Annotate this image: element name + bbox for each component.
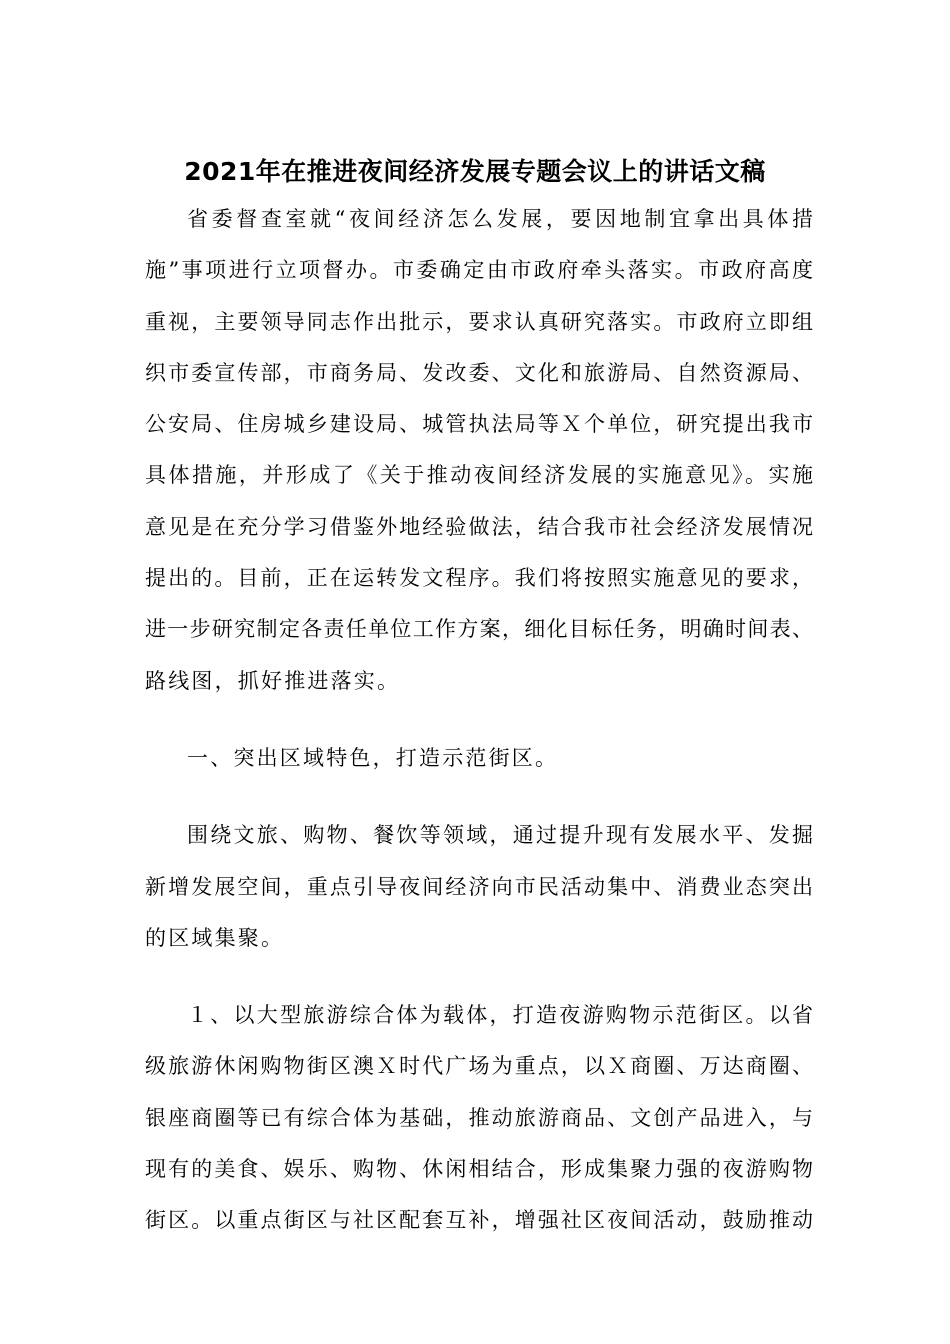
text-line: 提出的。目前，正在运转发文程序。我们将按照实施意见的要求， [145,566,813,591]
document-title: 2021年在推进夜间经济发展专题会议上的讲话文稿 [184,157,766,186]
paragraph-gap [145,964,813,990]
text-line: 进一步研究制定各责任单位工作方案，细化目标任务，明确时间表、 [145,617,813,642]
text-line: 的区域集聚。 [145,925,285,950]
paragraph-item-1 [145,990,813,1246]
paragraph-section-intro [145,810,813,964]
text-line: 织市委宣传部，市商务局、发改委、文化和旅游局、自然资源局、 [145,360,813,385]
paragraph-gap [145,784,813,810]
text-line: 银座商圈等已有综合体为基础，推动旅游商品、文创产品进入，与 [145,1105,813,1130]
document-body [145,194,813,1247]
heading-line: 一、突出区域特色，打造示范街区。 [187,745,559,770]
text-line: 街区。以重点街区与社区配套互补，增强社区夜间活动，鼓励推动 [145,1208,813,1233]
text-line: 级旅游休闲购物街区澳Ｘ时代广场为重点，以Ｘ商圈、万达商圈、 [145,1054,813,1079]
text-line: 公安局、住房城乡建设局、城管执法局等Ｘ个单位，研究提出我市 [145,412,813,437]
text-line: 意见是在充分学习借鉴外地经验做法，结合我市社会经济发展情况 [145,514,813,539]
text-line: 省委督查室就“夜间经济怎么发展，要因地制宜拿出具体措 [187,207,813,231]
section-heading [145,733,813,784]
paragraph-intro [145,194,813,707]
text-line: 新增发展空间，重点引导夜间经济向市民活动集中、消费业态突出 [145,874,813,899]
text-line: 施”事项进行立项督办。市委确定由市政府牵头落实。市政府高度 [145,258,813,283]
text-line: 重视，主要领导同志作出批示，要求认真研究落实。市政府立即组 [145,309,813,334]
text-line: 具体措施，并形成了《关于推动夜间经济发展的实施意见》。实施 [145,463,813,488]
text-line: 路线图，抓好推进落实。 [145,668,401,693]
paragraph-gap [145,707,813,733]
text-line: 围绕文旅、购物、餐饮等领域，通过提升现有发展水平、发掘 [187,823,813,848]
text-line: 现有的美食、娱乐、购物、休闲相结合，形成集聚力强的夜游购物 [145,1157,813,1182]
text-line: １、以大型旅游综合体为载体，打造夜游购物示范街区。以省 [187,1003,813,1028]
